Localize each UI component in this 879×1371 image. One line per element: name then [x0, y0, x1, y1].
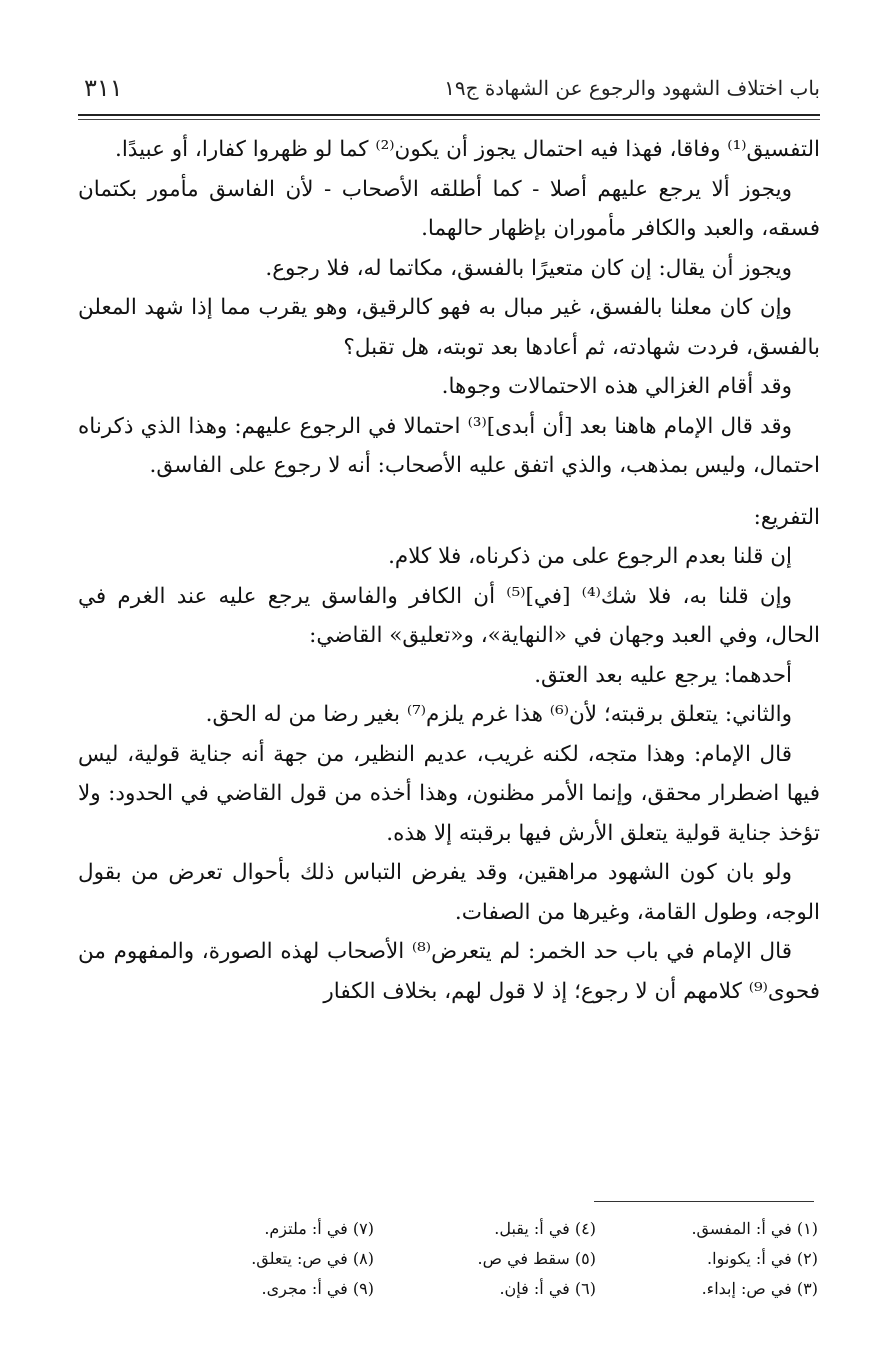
footnote: (٩) في أ: مجرى. [261, 1278, 374, 1298]
paragraph: ويجوز ألا يرجع عليهم أصلا - كما أطلقه الأصحاب - لأن الفاسق مأمور بكتمان فسقه، والعبد والكافر مأموران بإظهار حالهما. [78, 176, 820, 241]
page-number: ٣١١ [84, 74, 123, 102]
paragraph: التفسيق⁽¹⁾ وفاقا، فهذا فيه احتمال يجوز أن يكون⁽²⁾ كما لو ظهروا كفارا، أو عبيدًا. [115, 137, 820, 162]
paragraph: إن قلنا بعدم الرجوع على من ذكرناه، فلا كلام. [388, 544, 792, 569]
section-heading: التفريع: [753, 504, 820, 530]
footnote: (٨) في ص: يتعلق. [251, 1248, 374, 1268]
header-rule-thick [78, 114, 820, 116]
footnote-row [150, 1213, 818, 1243]
main-text [78, 130, 820, 1011]
footnote: (٤) في أ: يقبل. [494, 1218, 596, 1238]
footnotes [150, 1213, 818, 1303]
paragraph: وقد قال الإمام هاهنا بعد [أن أبدى]⁽³⁾ احتمالا في الرجوع عليهم: وهذا الذي ذكرناه احتمال، وليس بمذهب، والذي اتفق عليه الأصحاب: أنه لا رجوع على الفاسق. [78, 413, 820, 478]
header-title: باب اختلاف الشهود والرجوع عن الشهادة ج١٩ [444, 76, 820, 100]
paragraph: ويجوز أن يقال: إن كان متعيرًا بالفسق، مكاتما له، فلا رجوع. [265, 255, 792, 281]
paragraph: قال الإمام في باب حد الخمر: لم يتعرض⁽⁸⁾ الأصحاب لهذه الصورة، والمفهوم من فحوى⁽⁹⁾ كلامهم أن لا رجوع؛ إذ لا قول لهم، بخلاف الكفار [78, 939, 820, 1004]
paragraph: وإن قلنا به، فلا شك⁽⁴⁾ [في]⁽⁵⁾ أن الكافر والفاسق يرجع عليه عند الغرم في الحال، وفي العبد وجهان في «النهاية»، و«تعليق» القاضي: [78, 583, 820, 648]
option-line: أحدهما: يرجع عليه بعد العتق. [534, 662, 792, 688]
footnote: (١) في أ: المفسق. [691, 1218, 818, 1238]
footnote: (٧) في أ: ملتزم. [264, 1218, 374, 1238]
footnote-row [150, 1273, 818, 1303]
running-header [78, 72, 820, 112]
paragraph: قال الإمام: وهذا متجه، لكنه غريب، عديم النظير، من جهة أنه جناية قولية، ليس فيها اضطرار محقق، وإنما الأمر مظنون، وهذا أخذه من قول القاضي في الحدود: ولا تؤخذ جناية قولية يتعلق الأرش فيها برقبته إلا هذه. [78, 741, 820, 846]
option-line: والثاني: يتعلق برقبته؛ لأن⁽⁶⁾ هذا غرم يلزم⁽⁷⁾ بغير رضا من له الحق. [205, 702, 792, 727]
paragraph: وقد أقام الغزالي هذه الاحتمالات وجوها. [441, 374, 792, 399]
footnote: (٢) في أ: يكونوا. [707, 1248, 818, 1268]
footnote: (٣) في ص: إبداء. [701, 1278, 818, 1298]
paragraph: وإن كان معلنا بالفسق، غير مبال به فهو كالرقيق، وهو يقرب مما إذا شهد المعلن بالفسق، فردت شهادته، ثم أعادها بعد توبته، هل تقبل؟ [78, 295, 820, 360]
paragraph: ولو بان كون الشهود مراهقين، وقد يفرض التباس ذلك بأحوال تعرض من بقول الوجه، وطول القامة، وغيرها من الصفات. [78, 860, 820, 925]
footnote: (٥) سقط في ص. [477, 1248, 596, 1268]
footnote-row [150, 1243, 818, 1273]
footnote-rule [594, 1201, 814, 1202]
footnote: (٦) في أ: فإن. [499, 1278, 596, 1298]
header-rule-thin [78, 119, 820, 120]
